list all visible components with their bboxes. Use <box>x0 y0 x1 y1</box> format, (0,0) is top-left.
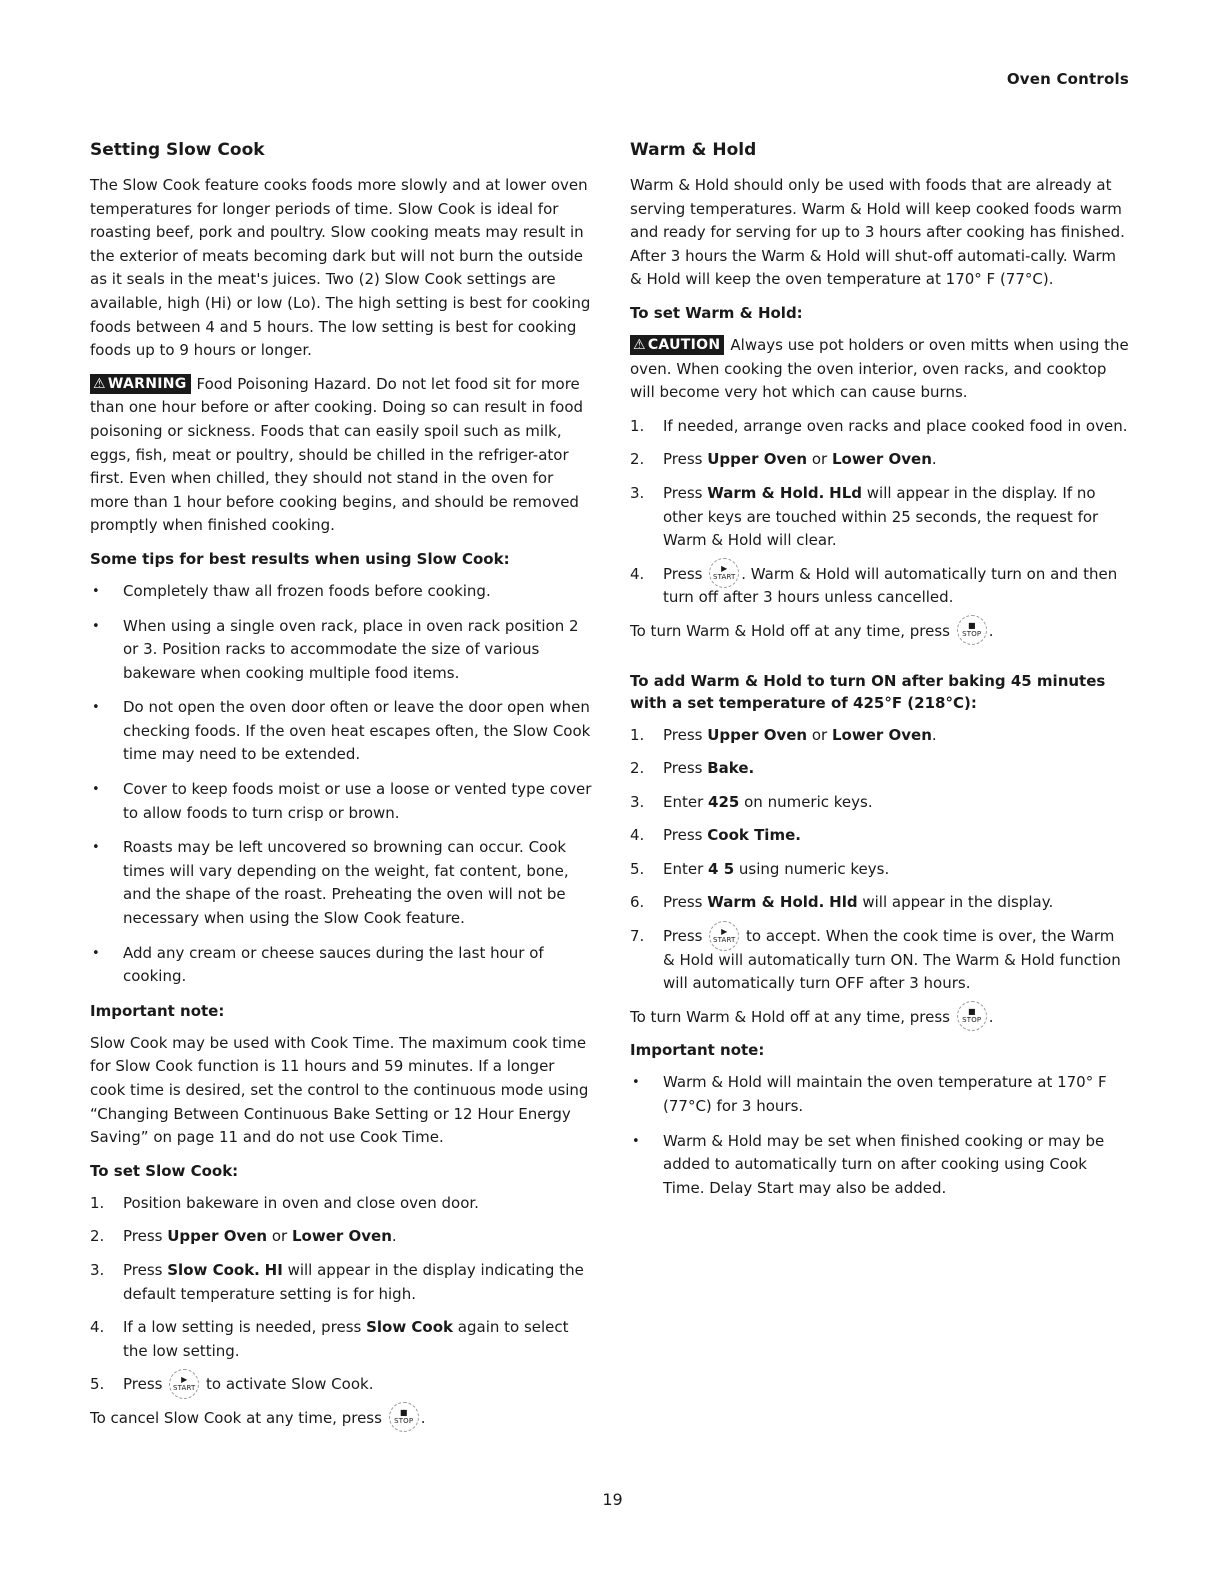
step-text: Press <box>663 826 708 845</box>
start-label: START <box>172 1383 196 1392</box>
step-text: Press <box>663 483 708 502</box>
list-item: • Completely thaw all frozen foods before cooking. <box>90 580 592 604</box>
step-text: If a low setting is needed, press <box>123 1318 367 1337</box>
key-name: Cook Time. <box>707 826 801 845</box>
list-item: • Roasts may be left uncovered so browning can occur. Cook times will vary depending on the weight, fat content, bone, and the shape of the roast. Preheating the oven will not be necessary when using the Slow Cook feature. <box>90 836 592 930</box>
step-number: 4. <box>630 564 645 583</box>
list-item: • When using a single oven rack, place in oven rack position 2 or 3. Position racks to accommodate the size of various bakeware when cooking multiple food items. <box>90 615 592 686</box>
instruction-text: . <box>988 621 994 640</box>
step-number: 2. <box>630 759 645 778</box>
list-item <box>630 757 1130 781</box>
warm-hold-off-instruction <box>630 620 1130 644</box>
key-name: Upper Oven <box>707 450 808 469</box>
step-text: Press <box>663 759 708 778</box>
play-icon: ▶ <box>721 564 728 574</box>
instruction-text: To cancel Slow Cook at any time, press <box>90 1408 387 1427</box>
key-name: Upper Oven <box>707 725 808 744</box>
tips-heading: Some tips for best results when using Slow Cook: <box>90 549 510 568</box>
key-name: Bake. <box>707 759 755 778</box>
step-number: 5. <box>630 859 645 878</box>
warm-hold-steps <box>630 415 1130 610</box>
warning-label: WARNING <box>107 375 187 392</box>
slow-cook-steps <box>90 1192 592 1397</box>
list-item: • Warm & Hold may be set when finished cooking or may be added to automatically turn on after cooking using Cook Time. Delay Start may also be added. <box>630 1130 1130 1201</box>
stop-label: STOP <box>394 1417 414 1426</box>
start-label: START <box>712 573 736 582</box>
list-item <box>630 482 1130 553</box>
display-code: Hld <box>829 893 858 912</box>
spacer <box>630 644 1130 666</box>
set-warm-hold-heading: To set Warm & Hold: <box>630 303 803 322</box>
list-item <box>90 1192 592 1216</box>
step-number: 1. <box>630 416 645 435</box>
step-number: 4. <box>630 826 645 845</box>
add-warm-hold-steps <box>630 724 1130 996</box>
important-note-heading: Important note: <box>630 1041 765 1060</box>
instruction-text: . <box>988 1007 994 1026</box>
stop-square-icon: ■ <box>967 1007 976 1017</box>
step-number: 1. <box>630 725 645 744</box>
cancel-instruction <box>90 1407 592 1431</box>
step-number: 1. <box>90 1193 105 1212</box>
list-item <box>630 824 1130 848</box>
list-item <box>630 925 1130 996</box>
display-code: HI <box>264 1260 283 1279</box>
stop-button-icon <box>957 615 987 645</box>
slow-cook-intro: The Slow Cook feature cooks foods more slowly and at lower oven temperatures for longer periods of time. Slow Cook is ideal for roasting beef, pork and poultry. Slow cooking meats may result in the exterior of meats becoming dark but will not burn the outside as it seals in the meat's juices. Two (2) Slow Cook settings are available, high (Hi) or low (Lo). The high setting is best for cooking foods between 4 and 5 hours. The low setting is best for cooking foods up to 9 hours or longer. <box>90 176 591 360</box>
list-item <box>90 1316 592 1363</box>
step-number: 3. <box>90 1260 105 1279</box>
add-warm-hold-heading: To add Warm & Hold to turn ON after baking 45 minutes with a set temperature of 425°F (218°C): <box>630 671 1106 712</box>
list-item <box>630 415 1130 439</box>
step-number: 6. <box>630 893 645 912</box>
play-icon: ▶ <box>721 926 728 936</box>
warning-text: Food Poisoning Hazard. Do not let food sit for more than one hour before or after cooking. Doing so can result in food poisoning or sickness. Foods that can easily spoil such as milk, eggs, fish, meat or poultry, should be chilled in the refriger-ator first. Even when chilled, they should not stand in the oven for more than 1 hour before cooking begins, and should be removed promptly when finished cooking. <box>90 374 584 535</box>
set-slow-cook-heading: To set Slow Cook: <box>90 1161 239 1180</box>
step-number: 3. <box>630 792 645 811</box>
key-name: Slow Cook <box>366 1318 454 1337</box>
important-note-heading: Important note: <box>90 1001 225 1020</box>
list-item <box>630 448 1130 472</box>
step-number: 2. <box>630 450 645 469</box>
step-text: will appear in the display. <box>857 893 1054 912</box>
display-code: HLd <box>829 483 863 502</box>
caution-badge <box>630 335 724 355</box>
warm-hold-off-instruction-2 <box>630 1006 1130 1030</box>
step-text: Press <box>123 1375 168 1394</box>
start-label: START <box>712 935 736 944</box>
stop-square-icon: ■ <box>399 1408 408 1418</box>
list-item <box>630 791 1130 815</box>
step-text: Enter <box>663 792 709 811</box>
list-item <box>630 891 1130 915</box>
list-item: • Do not open the oven door often or leave the door open when checking foods. If the oven heat escapes often, the Slow Cook time may need to be extended. <box>90 696 592 767</box>
step-number: 2. <box>90 1227 105 1246</box>
warm-hold-intro: Warm & Hold should only be used with foods that are already at serving temperatures. Warm & Hold will keep cooked foods warm and ready for serving for up to 3 hours after cooking has finished. After 3 hours the Warm & Hold will shut-off automati-cally. Warm & Hold will keep the oven temperature at 170° F (77°C). <box>630 176 1125 289</box>
step-text: Press <box>123 1260 168 1279</box>
step-text: Enter <box>663 859 709 878</box>
key-name: Slow Cook. <box>167 1260 260 1279</box>
warning-badge <box>90 374 191 394</box>
step-text: Press <box>663 450 708 469</box>
key-name: Warm & Hold. <box>707 893 825 912</box>
list-item <box>90 1373 592 1397</box>
list-item <box>630 724 1130 748</box>
list-item: • Add any cream or cheese sauces during the last hour of cooking. <box>90 942 592 989</box>
step-text: . <box>931 725 937 744</box>
step-text: Press <box>663 725 708 744</box>
step-text: . <box>391 1227 397 1246</box>
slow-cook-title: Setting Slow Cook <box>90 140 265 160</box>
play-icon: ▶ <box>181 1374 188 1384</box>
left-column <box>90 140 592 1431</box>
list-item <box>630 858 1130 882</box>
key-value: 425 <box>708 792 740 811</box>
instruction-text: . <box>420 1408 426 1427</box>
list-item: • Cover to keep foods moist or use a loose or vented type cover to allow foods to turn crisp or brown. <box>90 778 592 825</box>
step-text: Press <box>663 927 708 946</box>
page-number: 19 <box>602 1490 623 1509</box>
step-number: 5. <box>90 1375 105 1394</box>
step-text: on numeric keys. <box>739 792 873 811</box>
section-header: Oven Controls <box>1006 70 1129 88</box>
step-text: Press <box>663 893 708 912</box>
step-text: to accept. When the cook time is over, the Warm & Hold will automatically turn ON. The Warm & Hold function will automatically turn OFF after 3 hours. <box>663 927 1121 993</box>
caution-text: Always use pot holders or oven mitts when using the oven. When cooking the oven interior, oven racks, and cooktop will become very hot which can cause burns. <box>630 335 1129 402</box>
key-name: Warm & Hold. <box>707 483 825 502</box>
step-text: Press <box>663 564 708 583</box>
warning-paragraph <box>90 373 592 538</box>
instruction-text: To turn Warm & Hold off at any time, press <box>630 1007 955 1026</box>
stop-label: STOP <box>962 630 982 639</box>
stop-square-icon: ■ <box>967 621 976 631</box>
step-text: will appear in the display indicating the default temperature setting is for high. <box>123 1260 584 1303</box>
caution-paragraph <box>630 334 1130 405</box>
list-item <box>90 1225 592 1249</box>
list-item <box>630 563 1130 610</box>
key-name: Upper Oven <box>167 1227 268 1246</box>
caution-label: CAUTION <box>647 336 721 353</box>
step-text: again to select the low setting. <box>123 1318 569 1360</box>
step-text: If needed, arrange oven racks and place cooked food in oven. <box>663 416 1128 435</box>
important-note-text: Slow Cook may be used with Cook Time. The maximum cook time for Slow Cook function is 11 hours and 59 minutes. If a longer cook time is desired, set the control to the continuous mode using “Changing Between Continuous Bake Setting or 12 Hour Energy Saving” on page 11 and do not use Cook Time. <box>90 1033 589 1147</box>
step-text: Position bakeware in oven and close oven door. <box>123 1193 479 1212</box>
warm-hold-title: Warm & Hold <box>630 140 757 160</box>
key-name: Lower Oven <box>291 1227 392 1246</box>
key-name: Lower Oven <box>831 450 932 469</box>
step-number: 7. <box>630 927 645 946</box>
warning-triangle-icon: ⚠ <box>93 375 106 392</box>
instruction-text: To turn Warm & Hold off at any time, press <box>630 621 955 640</box>
list-item: • Warm & Hold will maintain the oven temperature at 170° F (77°C) for 3 hours. <box>630 1071 1130 1118</box>
list-item <box>90 1259 592 1306</box>
tips-list <box>90 580 592 989</box>
step-text: . Warm & Hold will automatically turn on and then turn off after 3 hours unless cancelled. <box>663 564 1118 607</box>
start-button-icon <box>709 558 739 588</box>
caution-triangle-icon: ⚠ <box>633 336 646 353</box>
step-text: or <box>267 1227 292 1246</box>
start-button-icon <box>709 921 739 951</box>
right-column <box>630 140 1130 1211</box>
step-text: will appear in the display. If no other keys are touched within 25 seconds, the request for Warm & Hold will clear. <box>663 483 1099 550</box>
step-number: 3. <box>630 483 645 502</box>
step-number: 4. <box>90 1318 105 1337</box>
stop-button-icon <box>389 1402 419 1432</box>
stop-button-icon <box>957 1001 987 1031</box>
step-text: or <box>807 725 832 744</box>
stop-label: STOP <box>962 1016 982 1025</box>
step-text: Press <box>123 1227 168 1246</box>
step-text: or <box>807 450 832 469</box>
important-notes-list <box>630 1071 1130 1200</box>
start-button-icon <box>169 1369 199 1399</box>
key-value: 4 5 <box>708 859 735 878</box>
step-text: using numeric keys. <box>734 859 890 878</box>
step-text: to activate Slow Cook. <box>201 1375 374 1394</box>
key-name: Lower Oven <box>831 725 932 744</box>
step-text: . <box>931 450 937 469</box>
